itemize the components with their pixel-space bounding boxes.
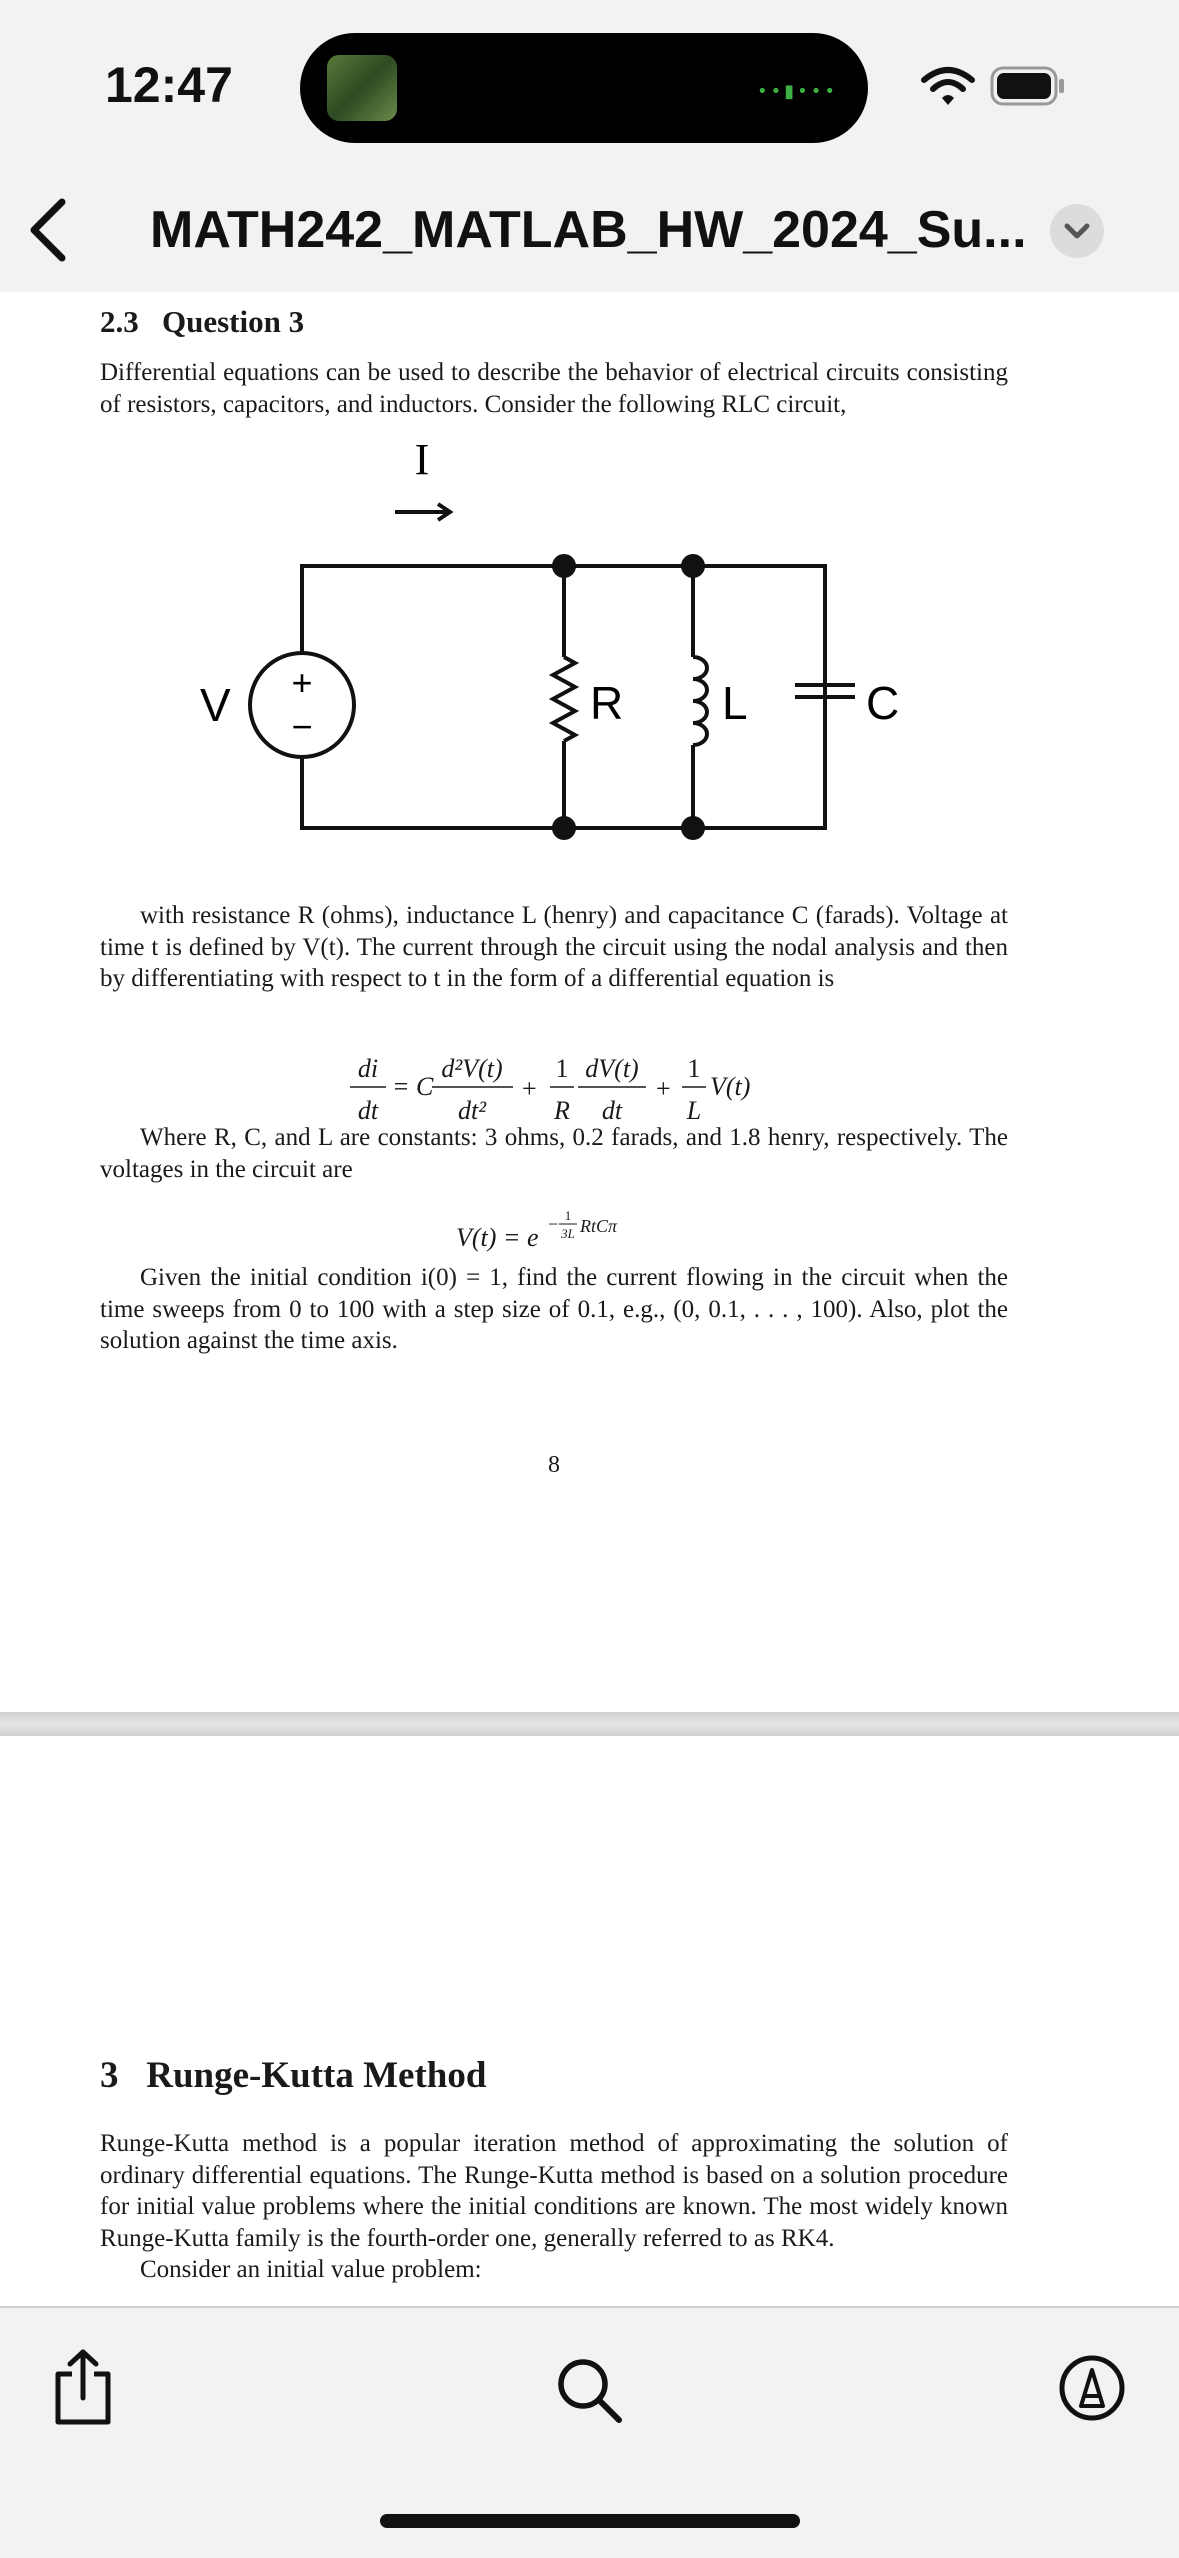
wifi-icon — [920, 66, 976, 108]
markup-pen-icon — [1058, 2354, 1126, 2422]
section-heading — [100, 304, 304, 340]
svg-text:1: 1 — [564, 1208, 572, 1223]
rk-paragraph-1: Runge-Kutta method is a popular iteration method of approximating the solution of ordinary differential equations. The Runge-Kutta method is based on a solution procedure for initial value problems where the initial conditions are known. The most widely known Runge-Kutta family is the fourth-order one, generally referred to as RK4. Consider an initial value problem: — [100, 2130, 1008, 2283]
search-button[interactable] — [555, 2356, 625, 2431]
svg-text:R: R — [554, 1096, 570, 1125]
svg-text:3L: 3L — [561, 1226, 575, 1241]
page-separator — [0, 1712, 1179, 1736]
now-playing-thumbnail — [327, 55, 397, 121]
svg-text:dt: dt — [357, 1096, 379, 1125]
status-time: 12:47 — [105, 57, 233, 113]
pdf-page-8[interactable] — [0, 292, 1179, 1712]
inductor-label: L — [722, 677, 748, 729]
paragraph-2: Where R, C, and L are constants: 3 ohms, 0.2 farads, and 1.8 henry, respectively. The voltages in the circuit are — [100, 1124, 1008, 1183]
page-number: 8 — [548, 1452, 560, 1478]
svg-text:d²V(t): d²V(t) — [441, 1054, 503, 1083]
section-number: 2.3 — [100, 304, 139, 339]
section-number: 3 — [100, 2055, 119, 2096]
audio-wave-icon: ••▮••• — [757, 81, 838, 102]
minus-sign: − — [291, 706, 313, 747]
svg-text:dt²: dt² — [457, 1096, 487, 1125]
svg-text:L: L — [686, 1096, 702, 1125]
share-icon — [50, 2348, 116, 2428]
svg-text:+: + — [522, 1074, 537, 1103]
plus-sign: + — [291, 662, 313, 703]
paragraph-3: Given the initial condition i(0) = 1, find the current flowing in the circuit when the time sweeps from 0 to 100 with a step size of 0.1, e.g., (0, 0.1, . . . , 100). Also, plot the solution against the time axis. — [100, 1264, 1008, 1354]
svg-text:V(t): V(t) — [710, 1072, 751, 1101]
section-title: Question 3 — [162, 304, 305, 339]
svg-text:= C: = C — [392, 1072, 434, 1101]
svg-text:RtCπ: RtCπ — [580, 1216, 618, 1236]
battery-icon — [990, 66, 1066, 106]
intro-paragraph: Differential equations can be used to describe the behavior of electrical circuits consisting of resistors, capacitors, and inductors. Consider the following RLC circuit, — [100, 359, 1008, 418]
home-indicator[interactable] — [380, 2514, 800, 2528]
paragraph-1: with resistance R (ohms), inductance L (henry) and capacitance C (farads). Voltage at time t is defined by V(t). The current through the circuit using the nodal analysis and then by differentiating with respect to t in the form of a differential equation is — [100, 902, 1008, 992]
svg-text:+: + — [656, 1074, 671, 1103]
chevron-left-icon — [20, 190, 80, 270]
svg-text:1: 1 — [687, 1054, 701, 1083]
markup-button[interactable] — [1058, 2354, 1126, 2427]
svg-text:dt: dt — [601, 1096, 623, 1125]
current-label: I — [414, 435, 430, 484]
navigation-bar — [0, 170, 1179, 294]
svg-text:dV(t): dV(t) — [585, 1054, 639, 1083]
svg-text:V(t) = e: V(t) = e — [456, 1223, 539, 1252]
resistor-label: R — [590, 677, 624, 729]
section-heading — [100, 2054, 486, 2097]
pdf-page-9[interactable] — [0, 1736, 1179, 2306]
svg-text:−: − — [548, 1214, 559, 1234]
svg-text:1: 1 — [555, 1054, 569, 1083]
status-bar — [0, 0, 1179, 170]
source-label: V — [200, 679, 231, 731]
voltage-equation — [450, 1202, 710, 1262]
document-title[interactable]: MATH242_MATLAB_HW_2024_Su... — [150, 201, 1027, 259]
title-menu-button[interactable] — [1050, 204, 1104, 258]
capacitor-label: C — [866, 677, 900, 729]
dynamic-island[interactable] — [300, 33, 868, 143]
svg-text:di: di — [357, 1054, 379, 1083]
back-button[interactable] — [20, 190, 80, 270]
search-icon — [555, 2356, 625, 2426]
section-title: Runge-Kutta Method — [146, 2055, 487, 2096]
chevron-down-icon — [1050, 204, 1104, 258]
share-button[interactable] — [50, 2348, 116, 2433]
